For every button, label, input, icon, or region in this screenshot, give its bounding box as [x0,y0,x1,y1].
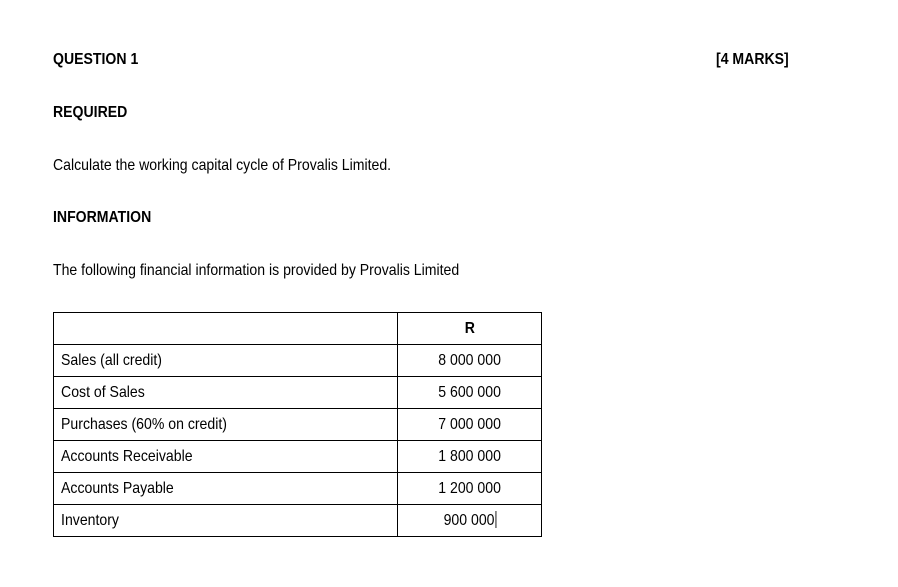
information-heading: INFORMATION [53,209,152,226]
row-value: 1 800 000 [438,447,501,465]
row-label: Cost of Sales [61,383,145,401]
row-label-cell[interactable] [54,473,398,505]
row-label: Accounts Payable [61,479,174,497]
table-header-value-cell[interactable] [398,313,542,345]
table-row [54,441,542,473]
required-heading: REQUIRED [53,104,128,121]
question-marks: [4 MARKS] [716,51,789,68]
table-header-label-cell[interactable] [54,313,398,345]
row-value-cell[interactable] [398,473,542,505]
table-row [54,377,542,409]
currency-header: R [464,319,475,337]
row-value-cell[interactable] [398,409,542,441]
row-value: 5 600 000 [438,383,501,401]
row-value: 7 000 000 [438,415,501,433]
row-label: Sales (all credit) [61,351,162,369]
row-value: 900 000 [443,512,495,529]
row-value-cell[interactable] [398,377,542,409]
row-value: 8 000 000 [438,351,501,369]
table-row [54,473,542,505]
row-value: 1 200 000 [438,479,501,497]
information-intro: The following financial information is provided by Provalis Limited [53,262,460,279]
row-label-cell[interactable] [54,505,398,537]
row-value-cell[interactable] [398,345,542,377]
row-label-cell[interactable] [54,345,398,377]
row-label-cell[interactable] [54,441,398,473]
row-value-cell[interactable] [398,505,542,537]
text-cursor [495,511,496,528]
table-row [54,409,542,441]
required-instruction: Calculate the working capital cycle of Provalis Limited. [53,157,392,174]
row-label: Purchases (60% on credit) [61,415,227,433]
table-row [54,345,542,377]
row-label-cell[interactable] [54,409,398,441]
table-header-row [54,313,542,345]
row-value-with-cursor [443,511,496,530]
row-label-cell[interactable] [54,377,398,409]
row-label: Inventory [61,511,119,529]
row-label: Accounts Receivable [61,447,193,465]
financial-info-table [53,312,542,537]
row-value-cell[interactable] [398,441,542,473]
question-title: QUESTION 1 [53,51,139,68]
table-row [54,505,542,537]
